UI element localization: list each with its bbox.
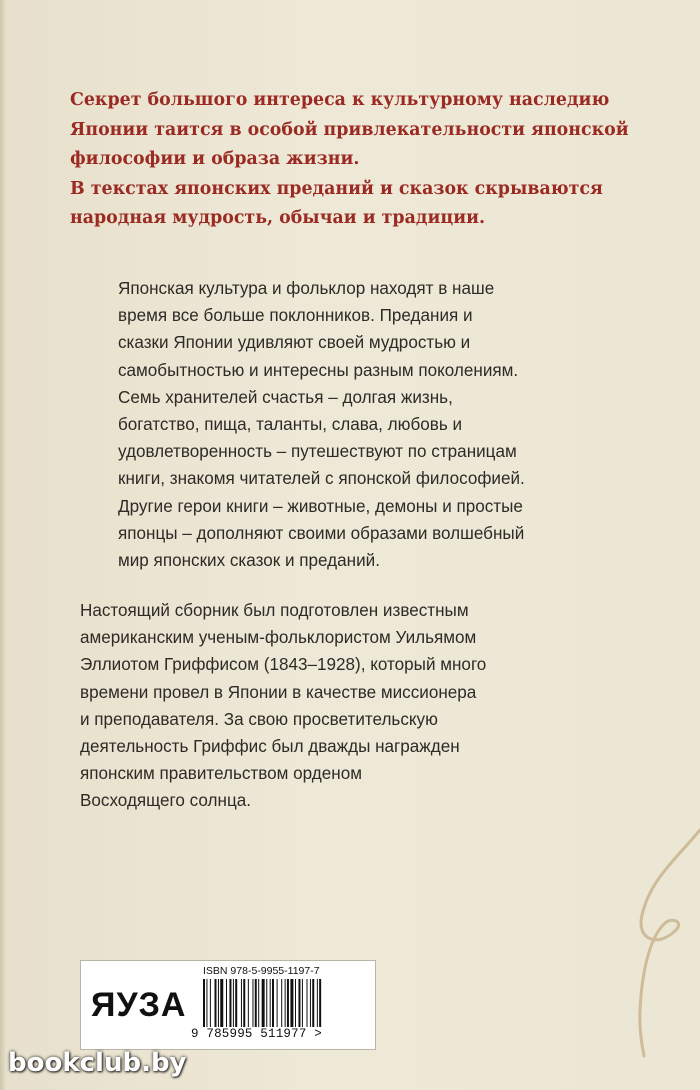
paragraph-line: самобытностью и интересны разным поколениям.	[118, 360, 519, 380]
description-paragraph	[118, 275, 678, 574]
paragraph-line: деятельность Гриффис был дважды награжден	[80, 737, 460, 757]
highlight-text-block	[70, 86, 670, 234]
isbn-number: ISBN 978-5-9955-1197-7	[203, 965, 320, 977]
paragraph-line: удовлетворенность – путешествуют по страницам	[118, 442, 517, 462]
paragraph-line: Другие герои книги – животные, демоны и простые	[118, 496, 523, 516]
publisher-logo: ЯУЗА	[91, 986, 187, 1024]
paragraph-line: Семь хранителей счастья – долгая жизнь,	[118, 387, 453, 407]
paragraph-line: Эллиотом Гриффисом (1843–1928), который много	[80, 655, 487, 675]
author-paragraph	[80, 597, 640, 815]
paragraph-line: Восходящего солнца.	[80, 791, 251, 811]
paragraph-line: время все больше поклонников. Предания и	[118, 306, 473, 326]
paragraph-line: Японская культура и фольклор находят в наше	[118, 279, 495, 298]
highlight-line: Секрет большого интереса к культурному наследию	[70, 90, 610, 110]
barcode-bars	[201, 979, 367, 1027]
barcode-label	[80, 960, 376, 1050]
paragraph-line: сказки Японии удивляют своей мудростью и	[118, 333, 471, 353]
paragraph-line: книги, знакомя читателей с японской философией.	[118, 469, 525, 489]
barcode-digits: 9 785995 511977 >	[191, 1027, 322, 1041]
highlight-line: философии и образа жизни.	[70, 149, 360, 170]
highlight-line: народная мудрость, обычаи и традиции.	[70, 208, 486, 229]
paragraph-line: американским ученым-фольклористом Уильямом	[80, 628, 477, 648]
highlight-line: Японии таится в особой привлекательности японской	[70, 119, 629, 140]
paragraph-line: времени провел в Японии в качестве миссионера	[80, 682, 477, 702]
paragraph-line: японским правительством орденом	[80, 764, 362, 784]
paragraph-line: мир японских сказок и преданий.	[118, 551, 380, 571]
paragraph-line: японцы – дополняют своими образами волшебный	[118, 523, 525, 543]
paragraph-line: и преподавателя. За свою просветительскую	[80, 709, 438, 729]
paragraph-line: Настоящий сборник был подготовлен известным	[80, 601, 469, 620]
brush-stroke-decoration	[580, 820, 700, 1060]
watermark-text: bookclub.by	[8, 1048, 187, 1078]
spine-edge	[0, 0, 6, 1090]
highlight-line: В текстах японских преданий и сказок скрываются	[70, 178, 603, 199]
paragraph-line: богатство, пища, таланты, слава, любовь и	[118, 415, 463, 435]
